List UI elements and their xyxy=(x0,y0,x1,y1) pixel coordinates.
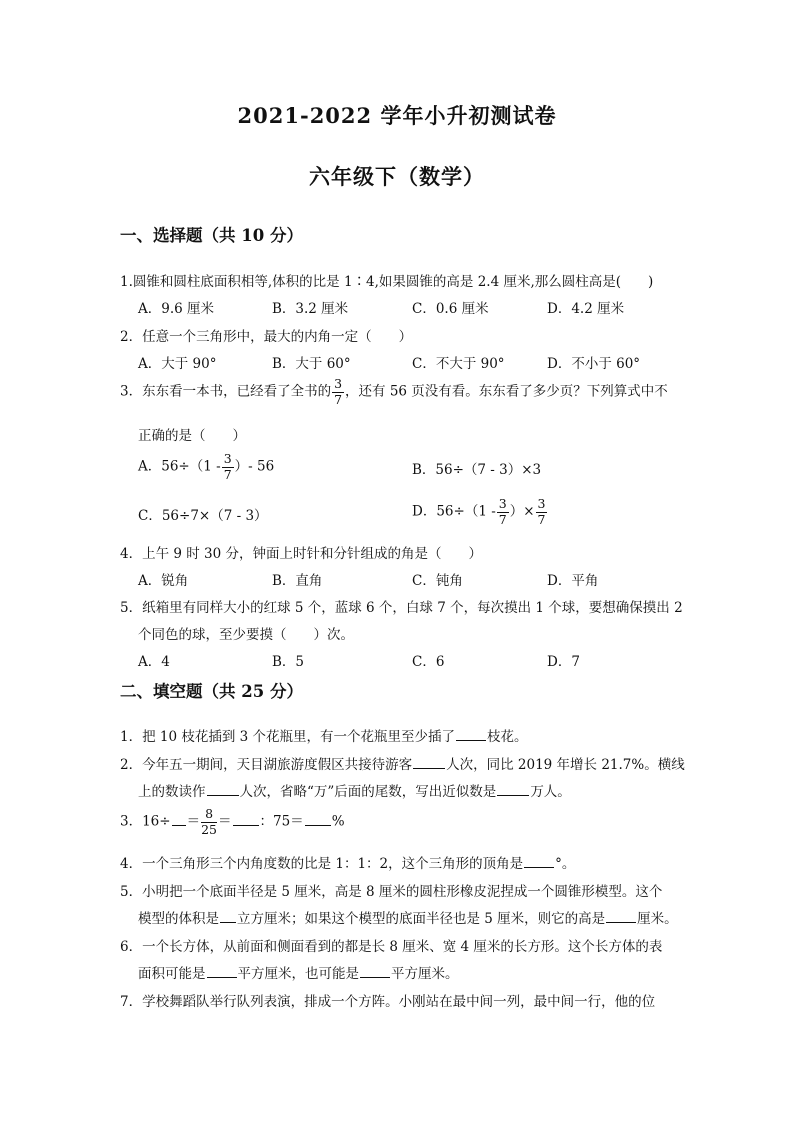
q1-3-option-d: D．56÷（1 - $\frac{3}{7}$ ）× $\frac{3}{7}$ xyxy=(412,496,546,527)
question-1-3-cont: 正确的是（ ） xyxy=(138,428,246,444)
answer-blank[interactable] xyxy=(233,813,259,826)
answer-blank[interactable] xyxy=(606,910,636,923)
fraction: $\frac{3}{7}$ xyxy=(498,496,507,527)
answer-blank[interactable] xyxy=(360,965,390,978)
question-1-4: 4．上午 9 时 30 分，钟面上时针和分针组成的角是（ ） xyxy=(120,546,483,562)
answer-blank[interactable] xyxy=(220,910,236,923)
q1-1-option-b: B．3.2 厘米 xyxy=(272,301,349,317)
answer-blank[interactable] xyxy=(524,855,554,868)
q1-5-option-a: A．4 xyxy=(138,654,170,670)
question-2-3: 3．16÷ ＝ $\frac{8}{25}$ ＝ ：75＝ % xyxy=(120,806,345,837)
q1-2-option-a: A．大于 90° xyxy=(138,356,217,372)
question-2-2-cont: 上的数读作 人次，省略“万”后面的尾数，写出近似数是 万人。 xyxy=(138,784,571,800)
question-2-5: 5．小明把一个底面半径是 5 厘米，高是 8 厘米的圆柱形橡皮泥捏成一个圆锥形模型。这个 xyxy=(120,884,663,900)
question-2-5-cont: 模型的体积是 立方厘米；如果这个模型的底面半径也是 5 厘米，则它的高是 厘米。 xyxy=(138,911,678,927)
q1-4-option-b: B．直角 xyxy=(272,573,323,589)
q1-3-option-b: B．56÷（7 - 3）×3 xyxy=(412,462,542,478)
question-2-2: 2．今年五一期间，天目湖旅游度假区共接待游客 人次，同比 2019 年增长 21.7%。横线 xyxy=(120,757,685,773)
q1-1-option-c: C．0.6 厘米 xyxy=(412,301,489,317)
question-1-5-cont: 个同色的球，至少要摸（ ）次。 xyxy=(138,627,354,643)
question-2-6: 6．一个长方体，从前面和侧面看到的都是长 8 厘米、宽 4 厘米的长方形。这个长方体的表 xyxy=(120,939,663,955)
answer-blank[interactable] xyxy=(413,756,445,769)
q1-1-option-d: D．4.2 厘米 xyxy=(547,301,625,317)
q1-5-option-d: D．7 xyxy=(547,654,580,670)
q1-5-option-c: C．6 xyxy=(412,654,445,670)
section-fill-heading: 二、填空题（共 25 分） xyxy=(120,682,303,701)
fraction: $\frac{3}{7}$ xyxy=(537,496,546,527)
question-2-7: 7．学校舞蹈队举行队列表演，排成一个方阵。小刚站在最中间一列，最中间一行，他的位 xyxy=(120,994,656,1010)
q1-3-option-a: A．56÷（1 - $\frac{3}{7}$ ）- 56 xyxy=(138,451,275,482)
q1-2-option-b: B．大于 60° xyxy=(272,356,351,372)
question-2-1: 1．把 10 枝花插到 3 个花瓶里，有一个花瓶里至少插了 枝花。 xyxy=(120,729,528,745)
question-1-2: 2．任意一个三角形中，最大的内角一定（ ） xyxy=(120,329,413,345)
q1-1-option-a: A．9.6 厘米 xyxy=(138,301,215,317)
answer-blank[interactable] xyxy=(172,813,186,826)
question-1-1: 1.圆锥和圆柱底面积相等,体积的比是 1∶4,如果圆锥的高是 2.4 厘米,那么圆柱高是( ) xyxy=(120,274,654,290)
q1-4-option-a: A．锐角 xyxy=(138,573,189,589)
fraction: $\frac{3}{7}$ xyxy=(223,451,232,482)
question-2-4: 4．一个三角形三个内角度数的比是 1：1：2，这个三角形的顶角是 °。 xyxy=(120,856,576,872)
section-choice-heading: 一、选择题（共 10 分） xyxy=(120,226,303,245)
question-1-5: 5．纸箱里有同样大小的红球 5 个，蓝球 6 个，白球 7 个，每次摸出 1 个球，要想确保摸出 2 xyxy=(120,600,683,616)
answer-blank[interactable] xyxy=(497,783,529,796)
question-2-6-cont: 面积可能是 平方厘米，也可能是 平方厘米。 xyxy=(138,966,459,982)
exam-subtitle: 六年级下（数学） xyxy=(309,164,485,189)
answer-blank[interactable] xyxy=(207,965,237,978)
answer-blank[interactable] xyxy=(456,728,486,741)
q1-4-option-d: D．平角 xyxy=(547,573,599,589)
question-1-3: 3．东东看一本书，已经看了全书的 $\frac{3}{7}$ ，还有 56 页没有看。东东看了多少页？下列算式中不 xyxy=(120,376,668,407)
fraction: $\frac{3}{7}$ xyxy=(334,376,343,407)
fraction: $\frac{8}{25}$ xyxy=(201,806,217,837)
q1-3-option-c: C．56÷7×（7 - 3） xyxy=(138,508,268,524)
q1-2-option-c: C．不大于 90° xyxy=(412,356,505,372)
answer-blank[interactable] xyxy=(305,813,331,826)
q1-2-option-d: D．不小于 60° xyxy=(547,356,641,372)
q1-4-option-c: C．钝角 xyxy=(412,573,463,589)
answer-blank[interactable] xyxy=(207,783,239,796)
q1-5-option-b: B．5 xyxy=(272,654,305,670)
exam-title: 2021-2022 学年小升初测试卷 xyxy=(237,103,557,128)
